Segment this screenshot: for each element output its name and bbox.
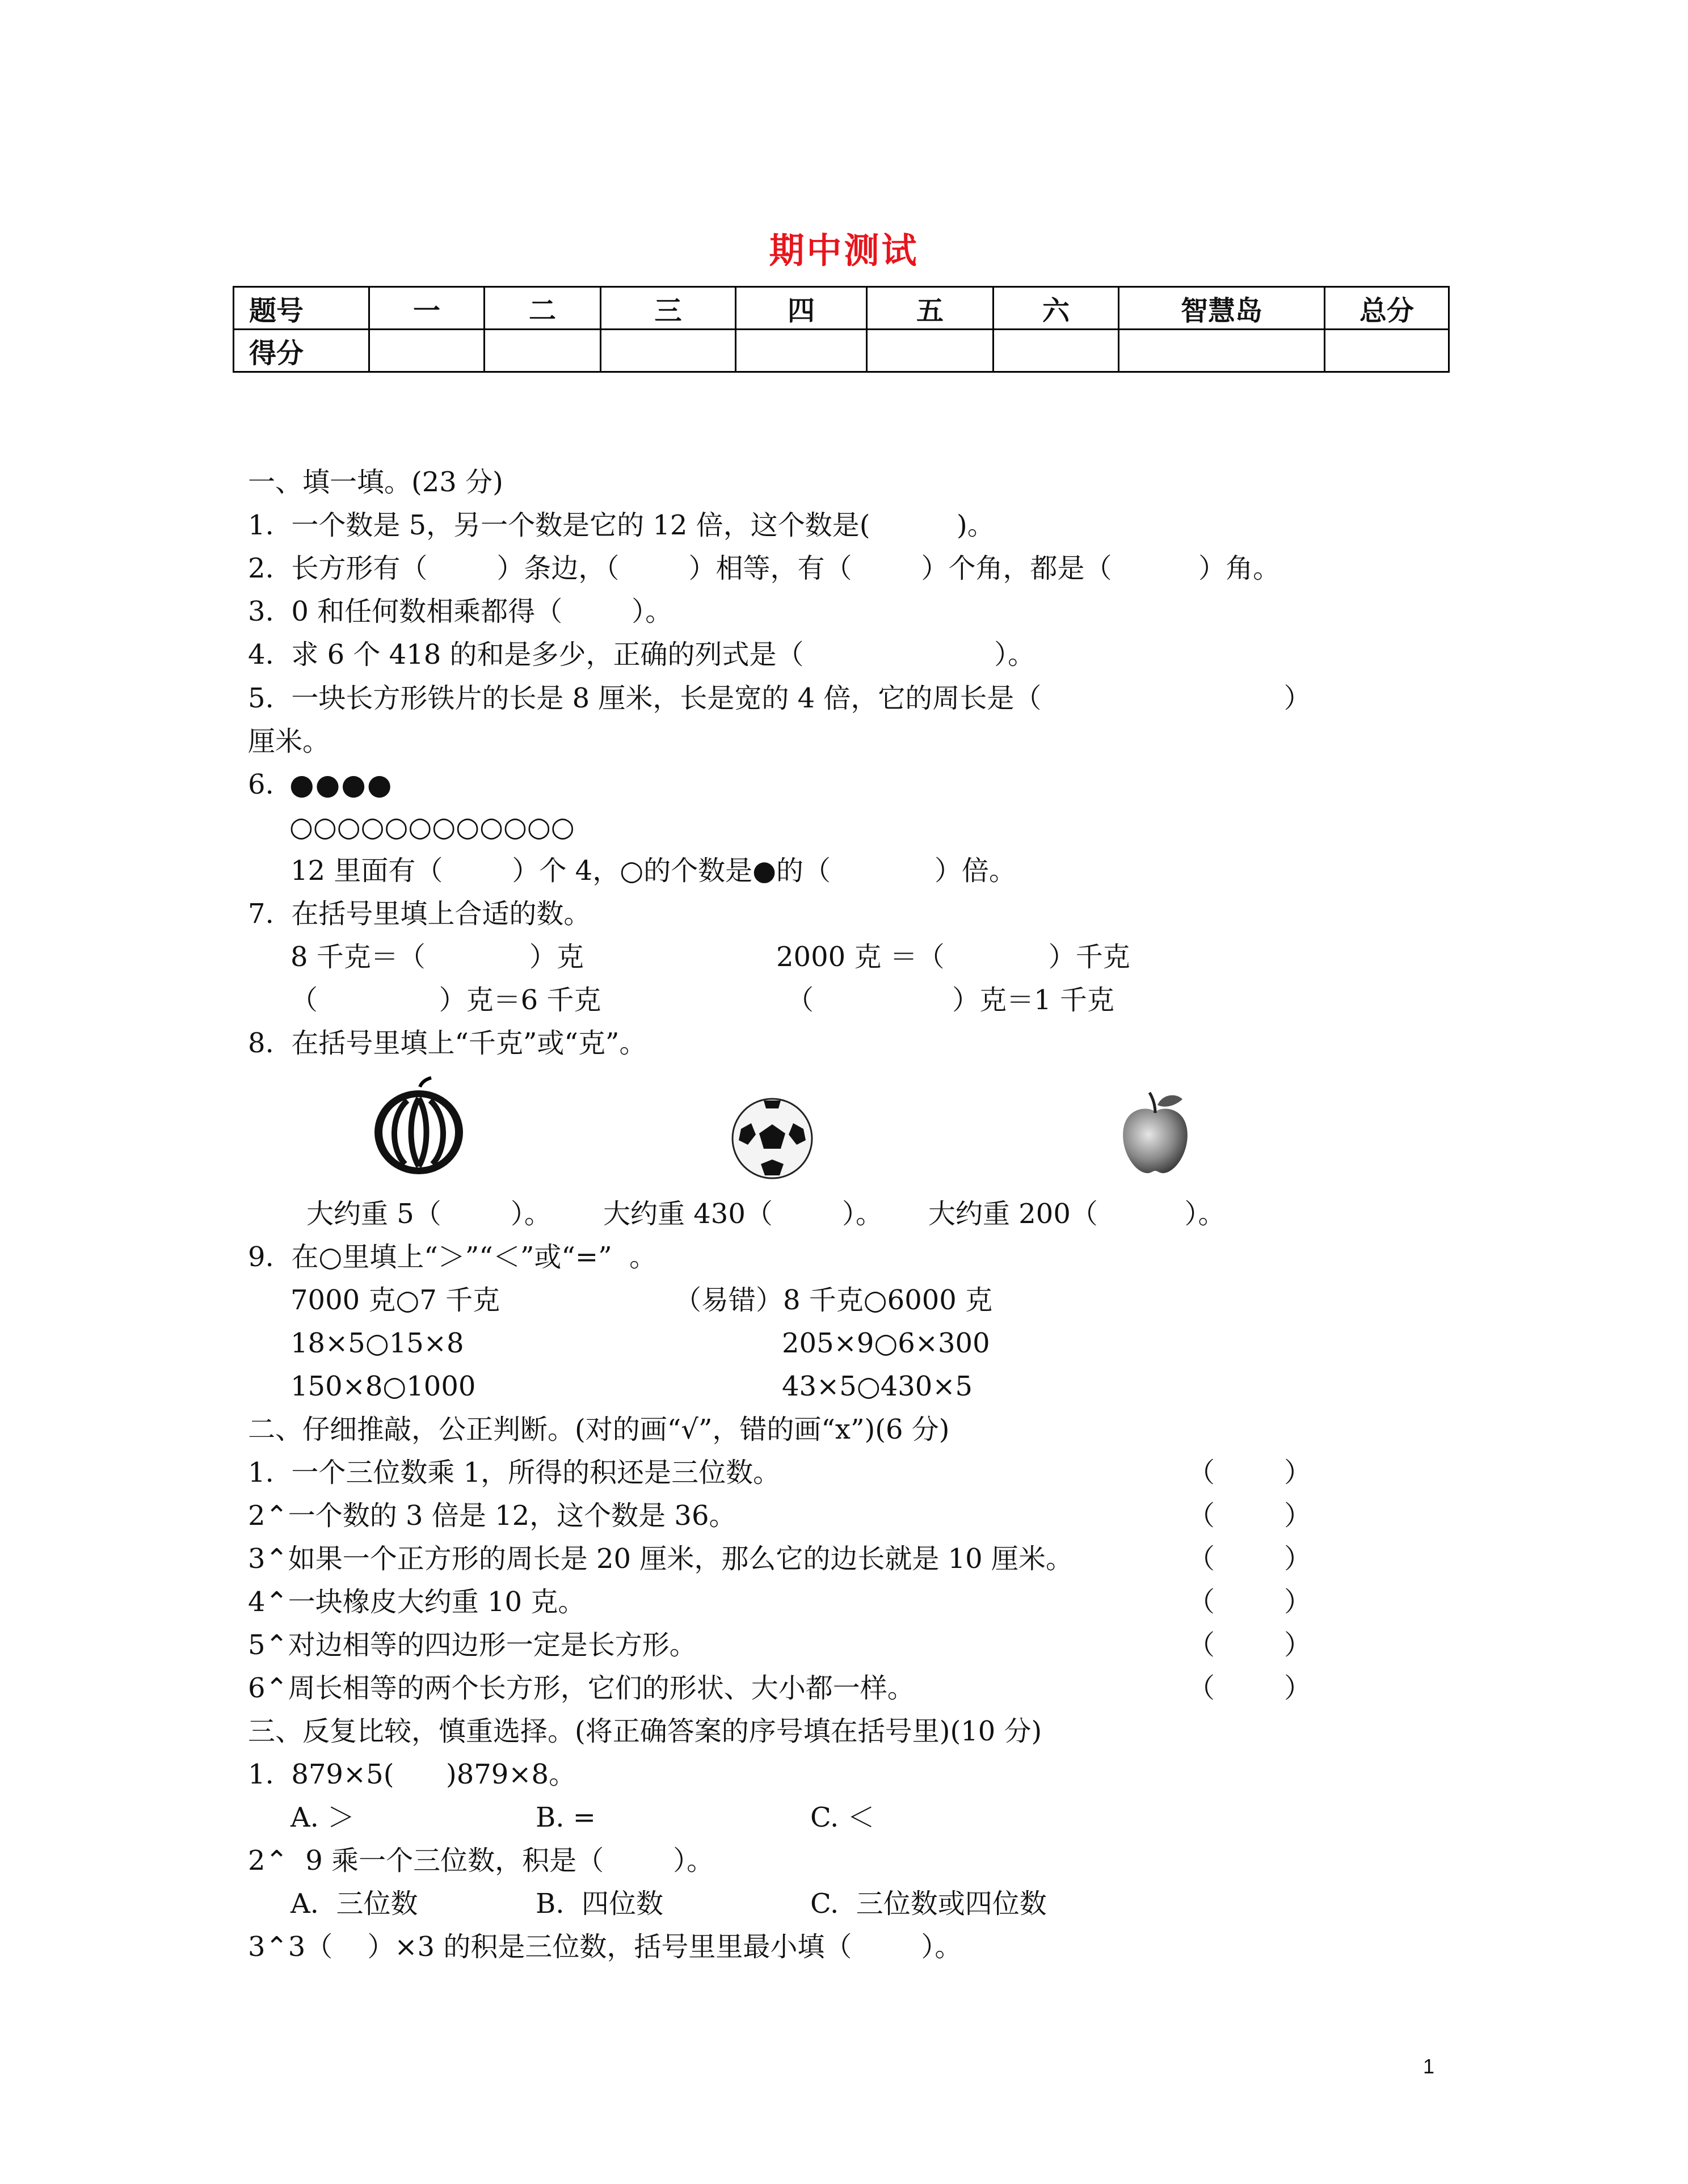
choice-question-2: 2⌃ 9 乘一个三位数，积是（ ）。 — [248, 1845, 714, 1877]
score-cell[interactable] — [736, 330, 867, 372]
question-1-7-b: 2000 克 ＝（ ）千克 — [776, 941, 1130, 973]
judge-answer-blank[interactable]: （ ） — [1188, 1629, 1312, 1661]
score-cell[interactable] — [994, 330, 1119, 372]
choice-1-option-b: B. = — [536, 1802, 596, 1833]
section3-heading: 三、反复比较，慎重选择。(将正确答案的序号填在括号里)(10 分) — [248, 1715, 1042, 1747]
section1-heading: 一、填一填。(23 分) — [248, 466, 503, 498]
question-1-9-a: 7000 克○7 千克 — [291, 1284, 500, 1316]
judge-answer-blank[interactable]: （ ） — [1188, 1543, 1312, 1575]
score-header-cell: 五 — [867, 287, 994, 330]
score-cell[interactable] — [867, 330, 994, 372]
section2-heading: 二、仔细推敲，公正判断。(对的画“√”，错的画“x”)(6 分) — [248, 1414, 950, 1445]
score-header-cell: 题号 — [234, 287, 369, 330]
judge-answer-blank[interactable]: （ ） — [1188, 1672, 1312, 1704]
score-header-cell: 总分 — [1325, 287, 1449, 330]
soccer-ball-icon — [730, 1096, 815, 1181]
white-dots-row: ○○○○○○○○○○○○ — [289, 811, 575, 843]
question-1-9-e: 150×8○1000 — [291, 1371, 476, 1402]
question-1-9-f: 43×5○430×5 — [782, 1371, 973, 1402]
black-dots-row: ●●●● — [289, 768, 393, 801]
page-title: 期中测试 — [769, 230, 919, 271]
question-1-6-number: 6. — [248, 769, 274, 800]
question-1-8-c: 大约重 200（ ）。 — [928, 1198, 1226, 1230]
question-1-9-c: 18×5○15×8 — [291, 1327, 464, 1359]
score-table-score-row — [234, 330, 1449, 372]
score-cell[interactable] — [1325, 330, 1449, 372]
score-row-label: 得分 — [234, 330, 369, 372]
score-header-cell: 二 — [485, 287, 601, 330]
judge-item-6: 6⌃周长相等的两个长方形，它们的形状、大小都一样。 — [248, 1672, 915, 1704]
judge-item-3: 3⌃如果一个正方形的周长是 20 厘米，那么它的边长就是 10 厘米。 — [248, 1543, 1073, 1575]
question-1-8-b: 大约重 430（ ）。 — [603, 1198, 883, 1230]
judge-item-2: 2⌃一个数的 3 倍是 12，这个数是 36。 — [248, 1500, 736, 1532]
question-1-3: 3. 0 和任何数相乘都得（ ）。 — [248, 596, 673, 627]
score-header-cell: 六 — [994, 287, 1119, 330]
judge-answer-blank[interactable]: （ ） — [1188, 1500, 1312, 1532]
question-1-5-cont: 厘米。 — [248, 726, 330, 757]
question-1-7-a: 8 千克＝（ ）克 — [291, 941, 584, 973]
question-1-8-a: 大约重 5（ ）。 — [306, 1198, 552, 1230]
score-header-cell: 智慧岛 — [1119, 287, 1325, 330]
score-table — [233, 286, 1450, 373]
choice-2-option-b: B. 四位数 — [536, 1888, 664, 1920]
score-header-cell: 四 — [736, 287, 867, 330]
watermelon-icon — [368, 1076, 470, 1178]
choice-question-1: 1. 879×5( )879×8。 — [248, 1759, 576, 1790]
score-header-cell: 一 — [369, 287, 485, 330]
choice-2-option-c: C. 三位数或四位数 — [810, 1888, 1047, 1920]
score-table-header-row — [234, 287, 1449, 330]
question-1-7-d: （ ）克＝1 千克 — [786, 984, 1114, 1016]
judge-item-4: 4⌃一块橡皮大约重 10 克。 — [248, 1586, 586, 1618]
score-header-cell: 三 — [601, 287, 736, 330]
question-1-1: 1. 一个数是 5，另一个数是它的 12 倍，这个数是( )。 — [248, 509, 995, 541]
choice-question-3: 3⌃3（ ）×3 的积是三位数，括号里里最小填（ ）。 — [248, 1931, 962, 1963]
question-1-4: 4. 求 6 个 418 的和是多少，正确的列式是（ ）。 — [248, 639, 1035, 671]
question-1-7-c: （ ）克＝6 千克 — [291, 984, 601, 1016]
choice-2-option-a: A. 三位数 — [291, 1888, 418, 1920]
question-1-8: 8. 在括号里填上“千克”或“克”。 — [248, 1027, 647, 1059]
question-1-5: 5. 一块长方形铁片的长是 8 厘米，长是宽的 4 倍，它的周长是（ ） — [248, 682, 1311, 714]
score-cell[interactable] — [1119, 330, 1325, 372]
judge-item-1: 1. 一个三位数乘 1，所得的积还是三位数。 — [248, 1457, 781, 1489]
judge-answer-blank[interactable]: （ ） — [1188, 1457, 1312, 1489]
score-cell[interactable] — [601, 330, 736, 372]
page-number: 1 — [1423, 2055, 1435, 2078]
question-1-7: 7. 在括号里填上合适的数。 — [248, 898, 591, 930]
judge-item-5: 5⌃对边相等的四边形一定是长方形。 — [248, 1629, 697, 1661]
choice-1-option-a: A. ＞ — [291, 1802, 355, 1833]
question-1-2: 2. 长方形有（ ）条边，（ ）相等，有（ ）个角，都是（ ）角。 — [248, 553, 1281, 584]
question-1-9: 9. 在○里填上“＞”“＜”或“=” 。 — [248, 1241, 657, 1273]
question-1-9-b: （易错）8 千克○6000 克 — [674, 1284, 993, 1316]
question-1-6-text: 12 里面有（ ）个 4，○的个数是●的（ ）倍。 — [291, 855, 1017, 887]
choice-1-option-c: C. ＜ — [810, 1802, 875, 1833]
judge-answer-blank[interactable]: （ ） — [1188, 1586, 1312, 1618]
score-cell[interactable] — [485, 330, 601, 372]
question-1-9-d: 205×9○6×300 — [782, 1327, 990, 1359]
apple-icon — [1115, 1089, 1195, 1180]
score-cell[interactable] — [369, 330, 485, 372]
